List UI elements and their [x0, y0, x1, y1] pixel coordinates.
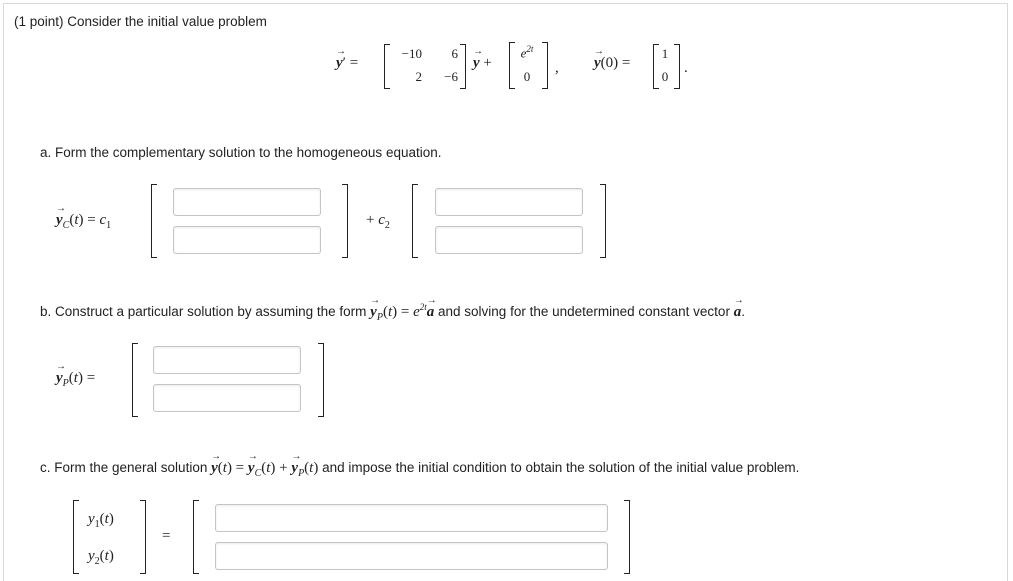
forcing-right-bracket: [542, 42, 548, 89]
part-b-form: $y \to_P(t) = e^{2t}a$ →: [370, 304, 434, 320]
ic-bottom: 0: [661, 69, 669, 84]
matrix-a11: −10: [401, 46, 422, 61]
part-b-left-bracket: [132, 343, 138, 417]
ode-lhs: y →′ =: [336, 55, 358, 72]
part-a-v1-bottom-input[interactable]: [173, 226, 321, 254]
part-c-y2: $y_2(t)$: [88, 548, 114, 567]
matrix-a12: 6: [451, 46, 458, 61]
part-b-right-bracket: [318, 343, 324, 417]
part-c-eq: $y \to(t) = y \to_C(t) + y \to_P(t)$: [211, 460, 318, 476]
part-c-prompt-end: and impose the initial condition to obtain the solution of the initial value problem.: [318, 460, 800, 475]
ode-y-plus: y → +: [473, 55, 492, 72]
forcing-bottom: 0: [523, 69, 531, 84]
part-a-v2-left-bracket: [412, 184, 418, 258]
part-c-rhs-right-bracket: [624, 500, 630, 574]
ic-label: y →(0) =: [594, 55, 630, 72]
part-a-v1-left-bracket: [151, 184, 157, 258]
matrix-right-bracket: [460, 44, 466, 89]
part-a-v2-top-input[interactable]: [435, 188, 583, 216]
matrix-a21: 2: [415, 69, 422, 84]
problem-header: (1 point) Consider the initial value problem: [14, 14, 267, 29]
matrix-left-bracket: [384, 44, 390, 89]
part-a-plus-c2: + $c_2$: [366, 212, 390, 231]
part-a-lhs: $y \to_C(t) = c_1$: [56, 212, 111, 231]
part-c-equals: =: [162, 528, 171, 544]
part-a-v2-bottom-input[interactable]: [435, 226, 583, 254]
matrix-a22: −6: [444, 69, 458, 84]
comma: ,: [555, 60, 559, 76]
ic-top: 1: [661, 46, 669, 61]
problem-frame: [3, 3, 1008, 581]
part-b-lhs: $y \to_P(t)$ =: [56, 370, 95, 389]
ic-right-bracket: [674, 44, 680, 89]
part-c-bottom-input[interactable]: [215, 542, 608, 570]
part-c-prompt: [40, 460, 799, 479]
part-b-top-input[interactable]: [153, 346, 301, 374]
part-c-top-input[interactable]: [215, 504, 608, 532]
part-c-rhs-left-bracket: [193, 500, 199, 574]
part-b-vec: a →: [734, 304, 742, 321]
part-b-bottom-input[interactable]: [153, 384, 301, 412]
part-c-lhs-left-bracket: [73, 500, 79, 574]
part-b-prompt: b. Construct a particular solution by assuming the form $y \to_P(t) = e^{2t}a$ → and solving for the undetermined constant vector a →.: [40, 302, 745, 323]
part-c-prompt-start: c. Form the general solution: [40, 460, 212, 475]
part-a-prompt: a. Form the complementary solution to the homogeneous equation.: [40, 145, 442, 160]
forcing-top: $e^{2t}$: [520, 44, 534, 61]
part-b-prompt-start: b. Construct a particular solution by assuming the form: [40, 304, 371, 319]
part-a-v2-right-bracket: [600, 184, 606, 258]
part-b-prompt-end: and solving for the undetermined constant vector: [434, 304, 734, 319]
period: .: [684, 60, 688, 76]
part-c-y1: $y_1(t)$: [88, 511, 114, 530]
part-a-v1-right-bracket: [342, 184, 348, 258]
part-a-v1-top-input[interactable]: [173, 188, 321, 216]
part-c-lhs-right-bracket: [140, 500, 146, 574]
